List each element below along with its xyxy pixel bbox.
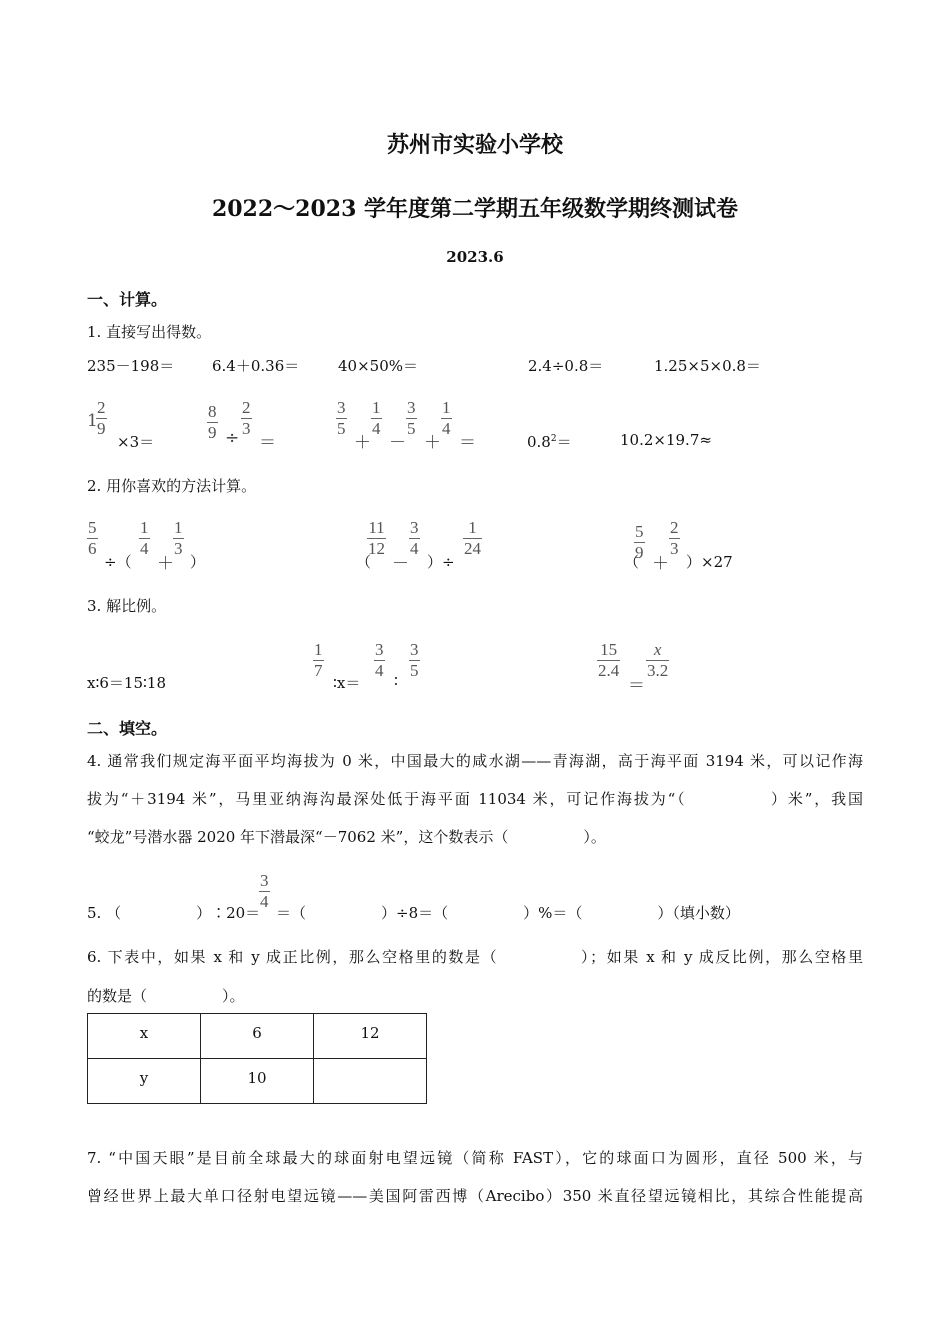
denominator: 5 [337,419,346,438]
numerator: 3 [410,518,419,537]
fraction [463,518,482,559]
denominator: 6 [88,539,97,558]
fraction [597,640,620,681]
fraction [207,402,218,443]
table-cell [314,1059,427,1104]
denominator: 3 [242,419,251,438]
op-text: － [392,554,409,574]
numerator: 1 [442,398,451,417]
xy-table [87,1013,427,1104]
numerator: 3 [260,871,269,890]
q1-item: 2.4÷0.8＝ [528,357,604,375]
denominator: 4 [140,539,149,558]
numerator: 1 [174,518,183,537]
denominator: 2.4 [598,661,620,680]
numerator: 2 [242,398,251,417]
fraction [409,640,420,681]
fraction [96,398,107,439]
q7-line: 7. “中国天眼”是目前全球最大的球面射电望远镜（简称 FAST），它的球面口为圆形，直径 500 米，与 [87,1149,863,1167]
fraction [409,518,420,559]
numerator: 15 [600,640,618,659]
op-text: ＋ [652,554,669,574]
square-equals: ＝ [556,433,572,451]
op-text: ＋ [157,554,174,574]
square-base: 0.8 [527,433,551,451]
square-expr [527,431,572,452]
mixed-whole: 1 [87,411,98,431]
numerator: 11 [368,518,385,537]
q1-item: 1.25×5×0.8＝ [654,357,761,375]
denominator: 3 [670,539,679,558]
denominator: 3.2 [647,661,669,680]
school-name: 苏州市实验小学校 [386,132,563,158]
op-text: ＋ [354,433,371,453]
exam-date: 2023.6 [446,248,504,266]
table-cell: x [88,1014,201,1059]
section2-title: 二、填空。 [87,719,168,738]
op-text: ＝ [459,433,476,453]
q4-line: 4. 通常我们规定海平面平均海拔为 0 米，中国最大的咸水湖——青海湖，高于海平面 3194 米，可以记作海 [87,752,863,770]
table-cell: 6 [201,1014,314,1059]
denominator: 12 [368,539,385,558]
section1-title: 一、计算。 [87,290,168,309]
numerator: 3 [407,398,416,417]
q3-expr-1: x∶6＝15∶18 [87,674,166,692]
fraction [139,518,150,559]
denominator: 7 [314,661,323,680]
op-text: ）×27 [686,553,733,571]
denominator: 3 [174,539,183,558]
fraction [441,398,452,439]
q4-line: 拔为“＋3194 米”，马里亚纳海沟最深处低于海平面 11034 米，可记作海拔为“（ ）米”，我国 [87,790,863,808]
numerator: 2 [670,518,679,537]
fraction [87,518,98,559]
numerator: 1 [372,398,381,417]
denominator: 9 [97,419,106,438]
denominator: 5 [407,419,416,438]
table-row [88,1014,427,1059]
op-text: － [389,433,406,453]
table-cell: y [88,1059,201,1104]
op-text: ＋ [424,433,441,453]
denominator: 24 [464,539,481,558]
q1-prompt: 1. 直接写出得数。 [87,323,212,341]
numerator: 8 [208,402,217,421]
numerator: 3 [337,398,346,417]
numerator: 5 [88,518,97,537]
q1-item: 6.4＋0.36＝ [212,357,300,375]
approx-expr: 10.2×19.7≈ [620,431,712,449]
fraction [669,518,680,559]
op-text: ） [190,553,206,571]
numerator: 2 [97,398,106,417]
op-text: （ [356,553,372,571]
table-row [88,1059,427,1104]
numerator: x [653,640,662,659]
fraction [374,640,385,681]
q7-line: 曾经世界上最大单口径射电望远镜——美国阿雷西博（Arecibo）350 米直径望远镜相比，其综合性能提高 [87,1187,863,1205]
fraction [371,398,382,439]
op-text: ÷（ [104,553,132,571]
denominator: 9 [635,543,644,562]
table-cell: 10 [201,1059,314,1104]
q3-prompt: 3. 解比例。 [87,597,167,615]
exam-title: 2022～2023 学年度第二学期五年级数学期终测试卷 [211,196,739,222]
numerator: 1 [140,518,149,537]
q1-item: 235－198＝ [87,357,175,375]
denominator: 4 [372,419,381,438]
op-text: ∶x＝ [333,674,361,692]
fraction [241,398,252,439]
fraction [367,518,386,559]
denominator: 4 [375,661,384,680]
op-text: ∶ [394,672,398,690]
denominator: 4 [442,419,451,438]
numerator: 3 [410,640,419,659]
fraction [646,640,669,681]
op-text: ）÷ [427,553,455,571]
numerator: 5 [635,522,644,541]
fraction [173,518,184,559]
fraction [313,640,324,681]
op-text: ＝ [259,433,276,453]
denominator: 4 [260,892,269,911]
q6-line: 6. 下表中，如果 x 和 y 成正比例，那么空格里的数是（ ）；如果 x 和 y 成反比例，那么空格里 [87,948,863,966]
fraction [406,398,417,439]
q1-item: 40×50%＝ [338,357,418,375]
q4-line: “蛟龙”号潜水器 2020 年下潜最深“－7062 米”，这个数表示（ ）。 [87,828,606,846]
fraction [336,398,347,439]
numerator: 1 [314,640,323,659]
op-text: ÷ [225,428,240,448]
denominator: 9 [208,423,217,442]
square-exponent: 2 [550,434,557,444]
op-text: ＝ [628,676,645,696]
fraction [634,522,645,563]
op-text: ×3＝ [117,433,155,451]
q5-end: ＝（ ）÷8＝（ ）%＝（ ）（填小数） [276,904,740,922]
fraction [259,871,270,912]
q2-prompt: 2. 用你喜欢的方法计算。 [87,477,257,495]
q6-line: 的数是（ ）。 [87,987,245,1005]
denominator: 4 [410,539,419,558]
q5-start: 5. （ ）∶20＝ [87,904,261,922]
table-cell: 12 [314,1014,427,1059]
denominator: 5 [410,661,419,680]
numerator: 1 [468,518,477,537]
numerator: 3 [375,640,384,659]
op-text: （ [624,553,640,571]
